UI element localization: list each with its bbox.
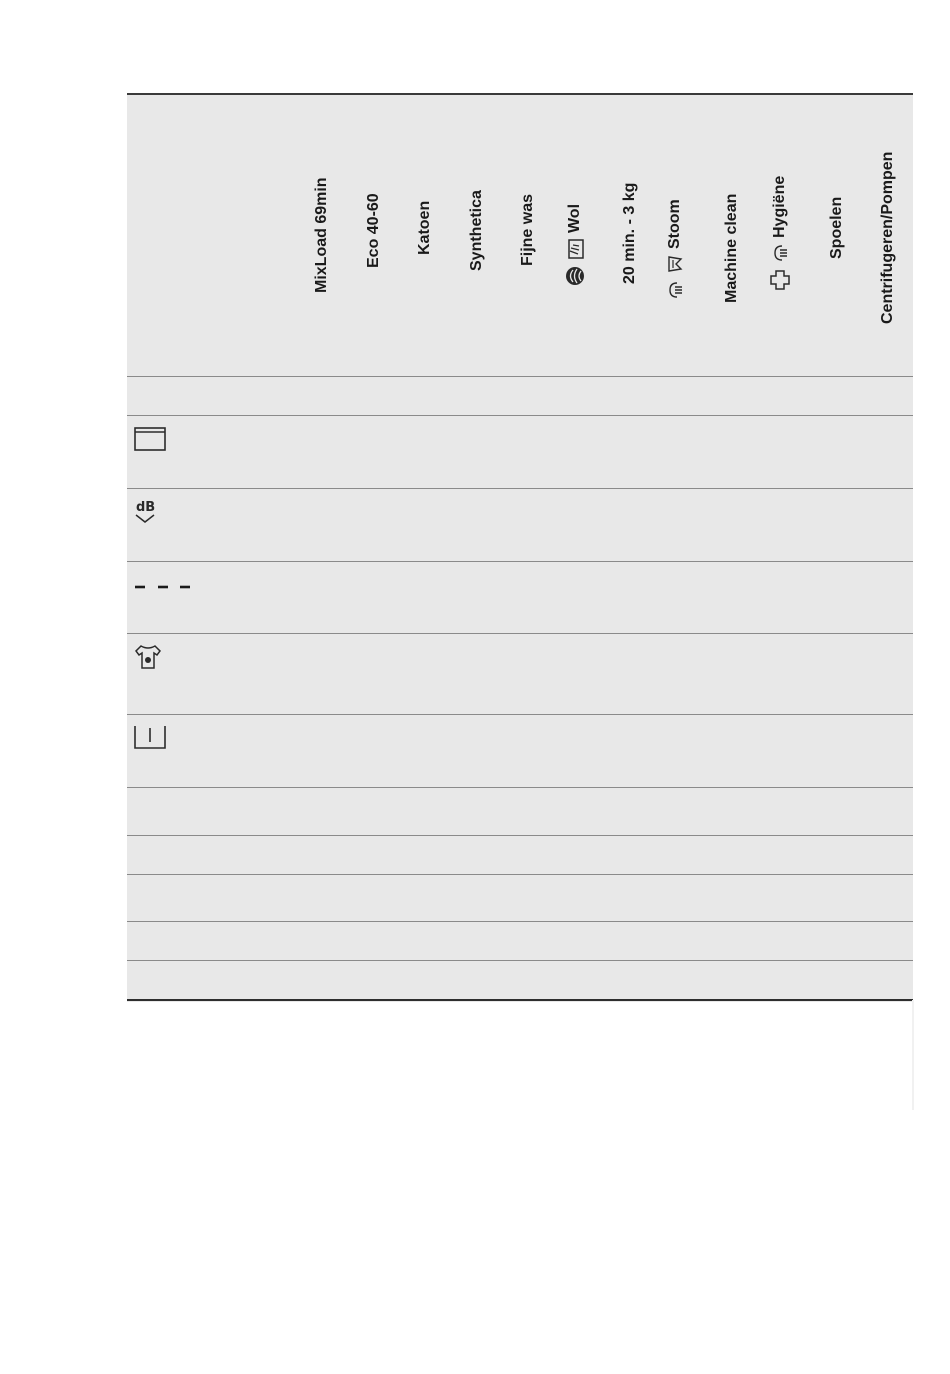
row-divider [127, 960, 913, 961]
col-header-wol: Wol [564, 204, 586, 287]
wool-icon [564, 265, 586, 287]
row-divider [127, 787, 913, 788]
col-header-machine-clean: Machine clean [723, 193, 740, 303]
row-divider [127, 874, 913, 875]
steam-icon [664, 279, 686, 301]
col-header-centrifugeren: Centrifugeren/Pompen [879, 151, 896, 324]
cross-icon [768, 268, 792, 292]
row-divider [127, 921, 913, 922]
handwash-icon [564, 237, 586, 261]
row-divider [127, 835, 913, 836]
svg-text:dB: dB [136, 500, 156, 515]
row-divider [127, 488, 913, 489]
row-divider [127, 415, 913, 416]
col-header-eco: Eco 40-60 [365, 193, 382, 268]
col-header-spoelen: Spoelen [828, 196, 845, 259]
row-divider [127, 561, 913, 562]
rinse-hold-dashes-icon [133, 583, 195, 591]
row-divider [127, 633, 913, 634]
silent-db-icon [133, 498, 163, 526]
row-divider [127, 376, 913, 377]
col-header-synthetica: Synthetica [468, 190, 485, 271]
options-table [127, 93, 913, 1002]
col-header-20min: 20 min. - 3 kg [621, 182, 638, 284]
prewash-icon [133, 426, 167, 452]
col-header-fijne-was: Fijne was [519, 193, 536, 266]
extra-rinse-icon [133, 724, 167, 750]
col-header-katoen: Katoen [416, 200, 433, 255]
row-divider [127, 714, 913, 715]
col-header-mixload: MixLoad 69min [313, 177, 330, 293]
table-bottom-border [127, 999, 913, 1001]
steam-icon [769, 242, 791, 264]
col-header-hygiene: Hygiëne [768, 176, 792, 292]
page-edge [912, 1000, 914, 1110]
stain-shirt-icon [133, 643, 163, 671]
anti-crease-icon [664, 253, 686, 275]
col-header-stoom: Stoom [664, 199, 686, 301]
